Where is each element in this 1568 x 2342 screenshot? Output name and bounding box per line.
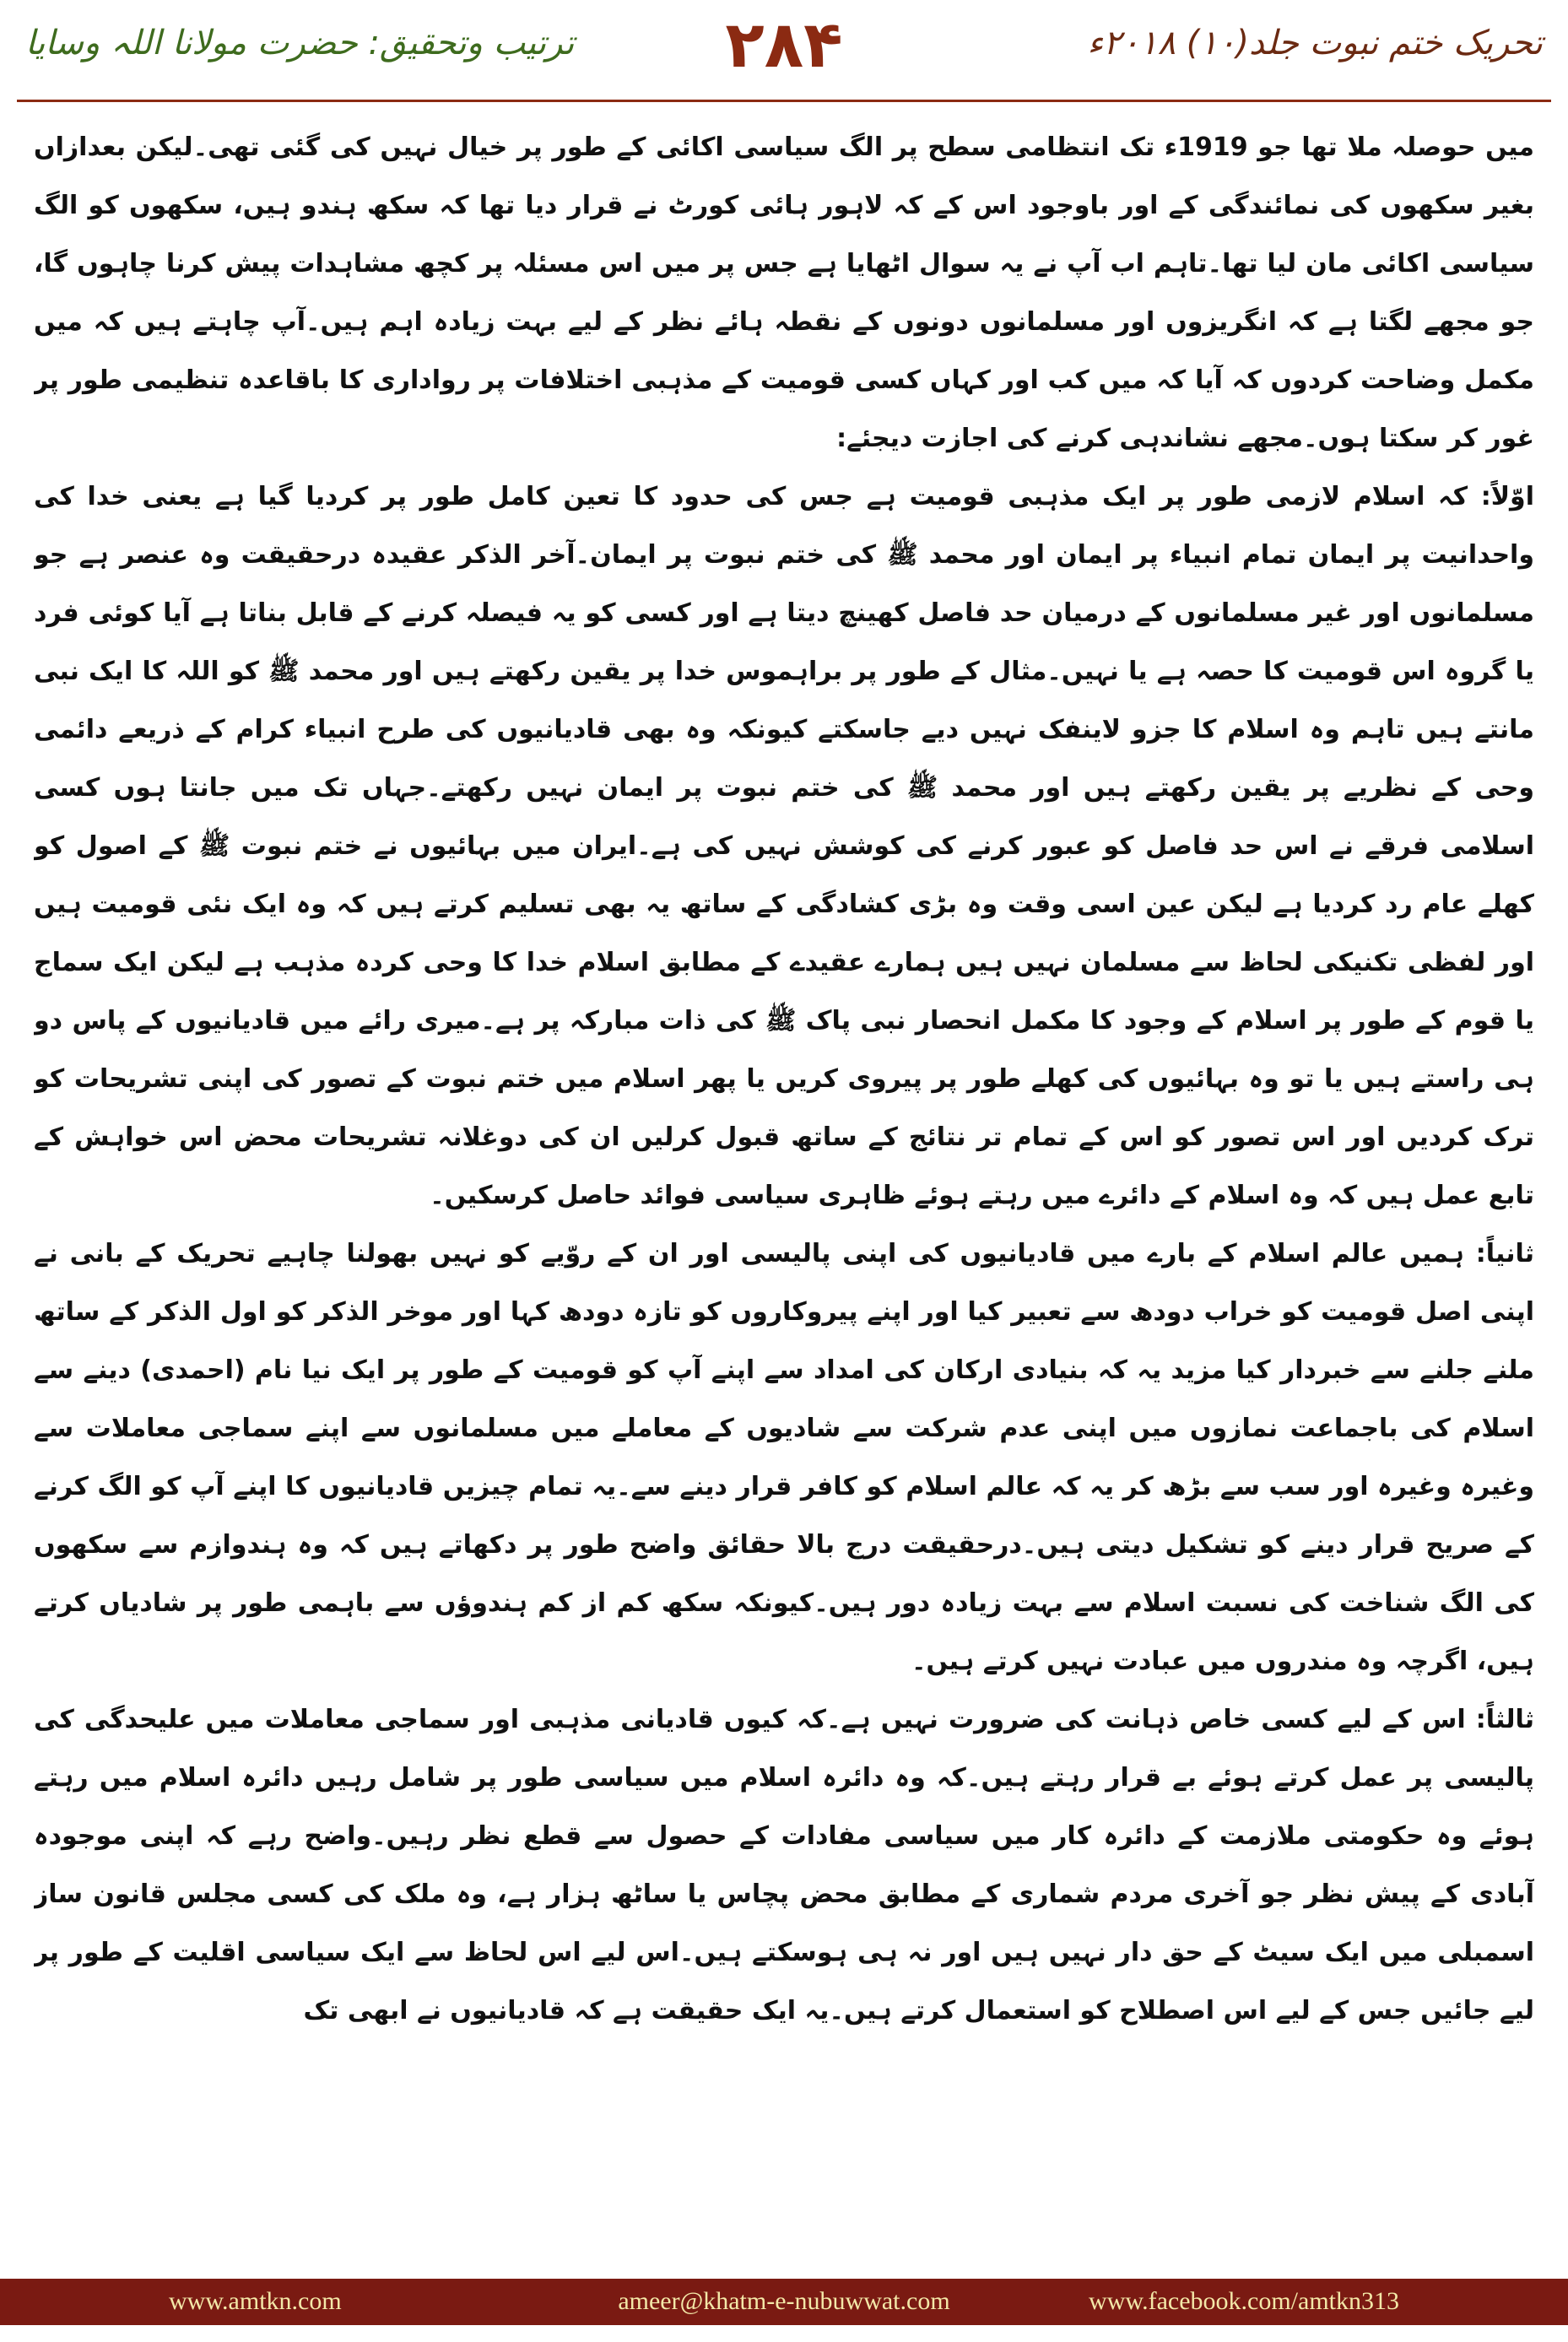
paragraph-first-point: اوّلاً: کہ اسلام لازمی طور پر ایک مذہبی قومیت ہے جس کی حدود کا تعین کامل طور پر کردیا گیا ہے یعنی خدا کی واحدانیت پر ایمان تمام انبیاء پر ایمان اور محمد ﷺ کی ختم نبوت پر ایمان۔آخر الذکر عقیدہ درحقیقت وہ عنصر ہے جو مسلمانوں اور غیر مسلمانوں کے درمیان حد فاصل کھینچ دیتا ہے اور کسی کو یہ فیصلہ کرنے کے قابل بناتا ہے آیا کوئی فرد یا گروہ اس قومیت کا حصہ ہے یا نہیں۔مثال کے طور پر براہموس خدا پر یقین رکھتے ہیں اور محمد ﷺ کو اللہ کا ایک نبی مانتے ہیں تاہم وہ اسلام کا جزو لاینفک نہیں دیے جاسکتے کیونکہ وہ بھی قادیانیوں کی طرح انبیاء کرام کے ذریعے دائمی وحی کے نظریے پر یقین رکھتے ہیں اور محمد ﷺ کی ختم نبوت پر ایمان نہیں رکھتے۔جہاں تک میں جانتا ہوں کسی اسلامی فرقے نے اس حد فاصل کو عبور کرنے کی کوشش نہیں کی ہے۔ایران میں بہائیوں نے ختم نبوت ﷺ کے اصول کو کھلے عام رد کردیا ہے لیکن عین اسی وقت وہ بڑی کشادگی کے ساتھ یہ بھی تسلیم کرتے ہیں کہ وہ ایک نئی قومیت ہیں اور لفظی تکنیکی لحاظ سے مسلمان نہیں ہیں ہمارے عقیدے کے مطابق اسلام خدا کا وحی کردہ مذہب ہے لیکن ایک سماج یا قوم کے طور پر اسلام کے وجود کا مکمل انحصار نبی پاک ﷺ کی ذات مبارکہ پر ہے۔میری رائے میں قادیانیوں کے پاس دو ہی راستے ہیں یا تو وہ بہائیوں کی کھلے طور پر پیروی کریں یا پھر اسلام میں ختم نبوت کے تصور کی اپنی تشریحات کو ترک کردیں اور اس تصور کو اس کے تمام تر نتائج کے ساتھ قبول کرلیں ان کی دوغلانہ تشریحات محض اس خواہش کے تابع عمل ہیں کہ وہ اسلام کے دائرے میں رہتے ہوئے ظاہری سیاسی فوائد حاصل کرسکیں۔ [34,482,1534,1210]
article-body [34,118,1534,2245]
paragraph-second-point: ثانیاً: ہمیں عالم اسلام کے بارے میں قادیانیوں کی اپنی پالیسی اور ان کے روّیے کو نہیں بھولنا چاہیے تحریک کے بانی نے اپنی اصل قومیت کو خراب دودھ سے تعبیر کیا اور اپنے پیروکاروں کو تازہ دودھ کہا اور موخر الذکر کو اول الذکر کے ساتھ ملنے جلنے سے خبردار کیا مزید یہ کہ بنیادی ارکان کی امداد سے اپنے آپ کو قومیت کے طور پر ایک نیا نام (احمدی) دینے سے اسلام کی باجماعت نمازوں میں اپنی عدم شرکت سے شادیوں کے معاملے میں مسلمانوں سے اپنے سماجی معاملات سے وغیرہ وغیرہ اور سب سے بڑھ کر یہ کہ عالم اسلام کو کافر قرار دینے سے۔یہ تمام چیزیں قادیانیوں کا اپنے آپ کو الگ کرنے کے صریح قرار دینے کو تشکیل دیتی ہیں۔درحقیقت درج بالا حقائق واضح طور پر دکھاتے ہیں کہ وہ ہندوازم سے سکھوں کی الگ شناخت کی نسبت اسلام سے بہت زیادہ دور ہیں۔کیونکہ سکھ کم از کم ہندوؤں سے باہمی طور پر شادیاں کرتے ہیں، اگرچہ وہ مندروں میں عبادت نہیں کرتے ہیں۔ [34,1239,1534,1676]
page-number: ۲۸۴ [725,7,843,82]
book-title: تحریک ختم نبوت جلد(۱۰) ۲۰۱۸ء [1087,24,1543,62]
facebook-link[interactable]: www.facebook.com/amtkn313 [1089,2287,1399,2315]
compiler-credit: ترتیب وتحقیق: حضرت مولانا اللہ وسایا [25,24,575,62]
page-header [0,0,1568,101]
header-divider [17,100,1551,102]
page-footer [0,2279,1568,2325]
paragraph-third-point: ثالثاً: اس کے لیے کسی خاص ذہانت کی ضرورت نہیں ہے۔کہ کیوں قادیانی مذہبی اور سماجی معاملات میں علیحدگی کی پالیسی پر عمل کرتے ہوئے بے قرار رہتے ہیں۔کہ وہ دائرہ اسلام میں سیاسی طور پر شامل رہیں دائرہ اسلام میں رہتے ہوئے وہ حکومتی ملازمت کے دائرہ کار میں سیاسی مفادات کے حصول سے قطع نظر رہیں۔واضح رہے کہ اپنی موجودہ آبادی کے پیش نظر جو آخری مردم شماری کے مطابق محض پچاس یا ساٹھ ہزار ہے، وہ ملک کی کسی مجلس قانون ساز اسمبلی میں ایک سیٹ کے حق دار نہیں ہیں اور نہ ہی ہوسکتے ہیں۔اس لیے اس لحاظ سے ایک سیاسی اقلیت کے طور پر لیے جائیں جس کے لیے اس اصطلاح کو استعمال کرتے ہیں۔یہ ایک حقیقت ہے کہ قادیانیوں نے ابھی تک [34,1705,1534,2026]
email-link[interactable]: ameer@khatm-e-nubuwwat.com [618,2287,950,2315]
website-link[interactable]: www.amtkn.com [169,2287,342,2315]
paragraph-intro: میں حوصلہ ملا تھا جو 1919ء تک انتظامی سطح پر الگ سیاسی اکائی کے طور پر خیال نہیں کی گئی تھی۔لیکن بعدازاں بغیر سکھوں کی نمائندگی کے اور باوجود اس کے کہ لاہور ہائی کورٹ نے قرار دیا تھا کہ سکھ ہندو ہیں، سکھوں کو الگ سیاسی اکائی مان لیا تھا۔تاہم اب آپ نے یہ سوال اٹھایا ہے جس پر میں اس مسئلہ پر کچھ مشاہدات پیش کرنا چاہوں گا، جو مجھے لگتا ہے کہ انگریزوں اور مسلمانوں دونوں کے نقطہ ہائے نظر کے لیے بہت زیادہ اہم ہیں۔آپ چاہتے ہیں کہ میں مکمل وضاحت کردوں کہ آیا کہ میں کب اور کہاں کسی قومیت کے مذہبی اختلافات پر رواداری کا باقاعدہ تنظیمی طور پر غور کر سکتا ہوں۔مجھے نشاندہی کرنے کی اجازت دیجئے: [34,133,1534,453]
